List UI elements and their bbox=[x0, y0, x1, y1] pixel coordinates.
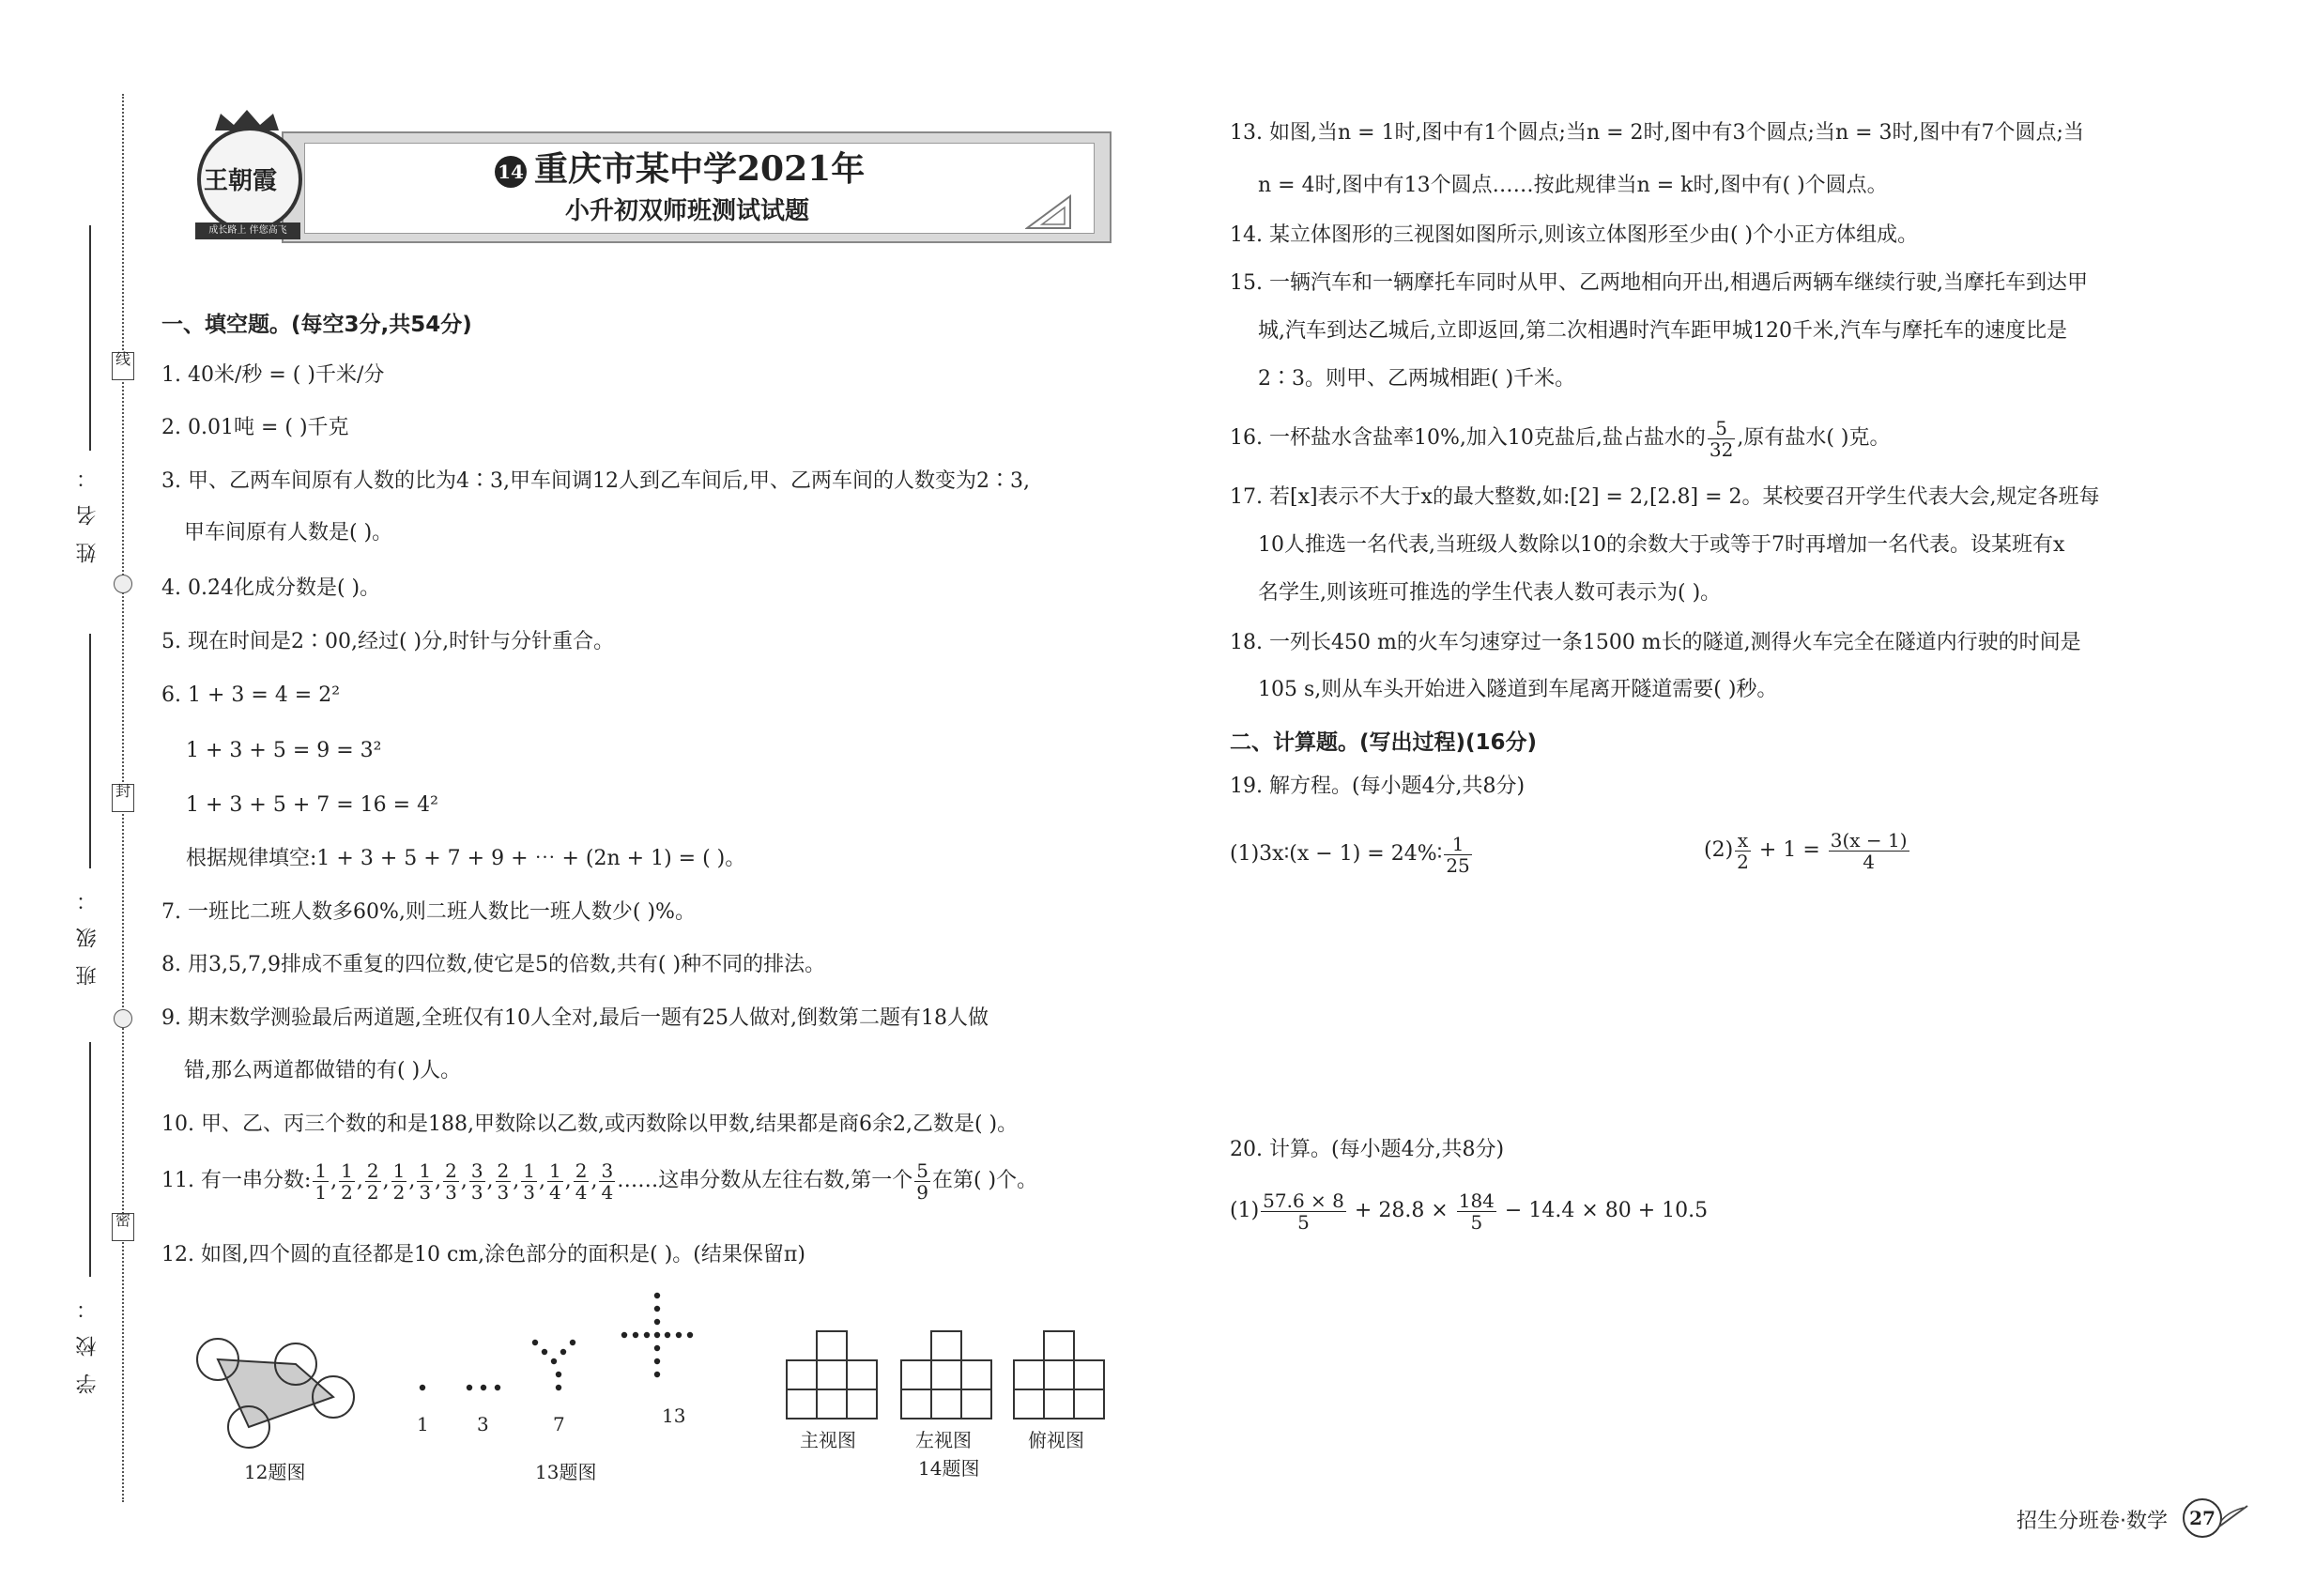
target-fraction: $\frac{5}{9}$ bbox=[916, 1159, 928, 1204]
question-17-line2: 10人推选一名代表,当班级人数除以10的余数大于或等于7时再增加一名代表。设某班有x bbox=[1258, 533, 2065, 557]
figure-13-label-1: 1 bbox=[417, 1413, 429, 1435]
salt-fraction: $\frac{5}{32}$ bbox=[1709, 416, 1734, 461]
question-4: 4. 0.2̇4̇化成分数是( )。 bbox=[161, 576, 381, 600]
pen-icon bbox=[2216, 1502, 2253, 1530]
question-10: 10. 甲、乙、丙三个数的和是188,甲数除以乙数,或丙数除以甲数,结果都是商6余2,乙数是( )。 bbox=[161, 1113, 1019, 1136]
question-9-line1: 9. 期末数学测验最后两道题,全班仅有10人全对,最后一题有25人做对,倒数第二题有18人做 bbox=[161, 1006, 989, 1030]
front-view-caption: 主视图 bbox=[800, 1429, 856, 1451]
question-19-2: (2) $\frac{x}{2}$ + 1 = $\frac{3(x - 1)}{4}$ bbox=[1704, 828, 1908, 873]
question-16: 16. 一杯盐水含盐率10%,加入10克盐后,盐占盐水的 $\frac{5}{32}$ ,原有盐水( )克。 bbox=[1230, 416, 1891, 461]
top-view bbox=[1014, 1331, 1104, 1419]
binding-hole-1 bbox=[114, 575, 132, 593]
question-6-line1: 6. 1 + 3 = 4 = 2² bbox=[161, 683, 341, 707]
question-11 bbox=[161, 1158, 1037, 1205]
page-number: 27 bbox=[2183, 1498, 2222, 1538]
question-6-line3: 1 + 3 + 5 + 7 = 16 = 4² bbox=[186, 793, 438, 817]
question-8: 8. 用3,5,7,9排成不重复的四位数,使它是5的倍数,共有( )种不同的排法。 bbox=[161, 953, 826, 976]
question-7: 7. 一班比二班人数多60%,则二班人数比一班人数少( )%。 bbox=[161, 900, 696, 924]
binding-hole-2 bbox=[114, 1009, 132, 1028]
figure-13-label-3: 3 bbox=[477, 1413, 489, 1435]
triangle-ruler-icon bbox=[1025, 194, 1072, 230]
question-11-suffix: 在第( )个。 bbox=[931, 1169, 1038, 1192]
section1-title: 一、填空题。(每空3分,共54分) bbox=[161, 313, 472, 337]
brand-logo bbox=[192, 108, 300, 244]
question-18-line2: 105 s,则从车头开始进入隧道到车尾离开隧道需要( )秒。 bbox=[1258, 678, 1778, 701]
header-banner bbox=[282, 131, 1112, 243]
q19-2-fraction-x: $\frac{x}{2}$ bbox=[1737, 828, 1749, 873]
header-number-badge: 14 bbox=[495, 156, 527, 188]
question-1: 1. 40米/秒 = ( )千米/分 bbox=[161, 363, 385, 387]
question-19-1: (1)3x∶(x − 1) = 24%∶ $\frac{1}{25}$ bbox=[1230, 832, 1470, 877]
question-9-line2: 错,那么两道都做错的有( )人。 bbox=[184, 1059, 462, 1082]
front-view bbox=[787, 1331, 877, 1419]
class-label: 班级： bbox=[76, 873, 100, 986]
q20-1-fraction-b: $\frac{184}{5}$ bbox=[1458, 1189, 1495, 1234]
header-title: 14 重庆市某中学2021年 bbox=[495, 143, 865, 191]
question-5: 5. 现在时间是2∶00,经过( )分,时针与分针重合。 bbox=[161, 630, 615, 653]
question-15-line3: 2∶3。则甲、乙两城相距( )千米。 bbox=[1258, 367, 1576, 391]
header-subtitle: 小升初双师班测试试题 bbox=[565, 197, 810, 225]
binding-char-feng: 封 bbox=[112, 784, 134, 812]
logo-motto: 成长路上 伴您高飞 bbox=[195, 223, 300, 239]
sequence-fraction: $\frac{2}{4}$ bbox=[575, 1159, 588, 1204]
q19-1-fraction: $\frac{1}{25}$ bbox=[1446, 832, 1470, 877]
question-18-line1: 18. 一列长450 m的火车匀速穿过一条1500 m长的隧道,测得火车完全在隧道内行驶的时间是 bbox=[1230, 631, 2081, 654]
name-underline bbox=[89, 225, 91, 451]
footer-text: 招生分班卷·数学 bbox=[2016, 1510, 2168, 1533]
question-19: 19. 解方程。(每小题4分,共8分) bbox=[1230, 775, 1526, 798]
question-3-line2: 甲车间原有人数是( )。 bbox=[184, 521, 393, 545]
question-2: 2. 0.01吨 = ( )千克 bbox=[161, 416, 349, 439]
sequence-fraction: $\frac{2}{2}$ bbox=[366, 1159, 379, 1204]
question-11-prefix: 11. 有一串分数: bbox=[161, 1169, 312, 1192]
sequence-fraction: $\frac{2}{3}$ bbox=[445, 1159, 457, 1204]
question-13-line1: 13. 如图,当n = 1时,图中有1个圆点;当n = 2时,图中有3个圆点;当n = 3时,图中有7个圆点;当 bbox=[1230, 121, 2084, 145]
school-label: 学校： bbox=[76, 1281, 100, 1394]
name-label: 姓名： bbox=[76, 451, 100, 563]
question-3-line1: 3. 甲、乙两车间原有人数的比为4∶3,甲车间调12人到乙车间后,甲、乙两车间的人数变为2∶3, bbox=[161, 469, 1030, 493]
sequence-fraction: $\frac{1}{4}$ bbox=[549, 1159, 561, 1204]
question-20-1: (1) $\frac{57.6 \times 8}{5}$ + 28.8 × $\frac{184}{5}$ − 14.4 × 80 + 10.5 bbox=[1230, 1189, 1709, 1234]
logo-name: 王朝霞 bbox=[204, 167, 278, 195]
sequence-fraction: $\frac{2}{3}$ bbox=[497, 1159, 510, 1204]
sequence-fraction: $\frac{1}{3}$ bbox=[523, 1159, 536, 1204]
figure-12 bbox=[188, 1333, 366, 1455]
top-view-caption: 俯视图 bbox=[1028, 1429, 1084, 1451]
section2-title: 二、计算题。(写出过程)(16分) bbox=[1230, 730, 1538, 755]
figure-13-caption: 13题图 bbox=[535, 1461, 597, 1483]
question-17-line1: 17. 若[x]表示不大于x的最大整数,如:[2] = 2,[2.8] = 2。某校要召开学生代表大会,规定各班每 bbox=[1230, 485, 2100, 509]
figure-13-label-13: 13 bbox=[662, 1404, 686, 1427]
sequence-fraction: $\frac{1}{2}$ bbox=[392, 1159, 406, 1204]
question-17-line3: 名学生,则该班可推选的学生代表人数可表示为( )。 bbox=[1258, 581, 1722, 605]
q19-2-fraction-rhs: $\frac{3(x - 1)}{4}$ bbox=[1830, 828, 1908, 873]
question-15-line2: 城,汽车到达乙城后,立即返回,第二次相遇时汽车距甲城120千米,汽车与摩托车的速度比是 bbox=[1258, 319, 2067, 343]
question-12: 12. 如图,四个圆的直径都是10 cm,涂色部分的面积是( )。(结果保留π) bbox=[161, 1243, 805, 1266]
question-15-line1: 15. 一辆汽车和一辆摩托车同时从甲、乙两地相向开出,相遇后两辆车继续行驶,当摩托车到达甲 bbox=[1230, 271, 2088, 295]
question-6-line4: 根据规律填空:1 + 3 + 5 + 7 + 9 + ⋯ + (2n + 1) = ( )。 bbox=[186, 847, 746, 870]
q20-1-fraction-a: $\frac{57.6 \times 8}{5}$ bbox=[1263, 1189, 1344, 1234]
figure-13 bbox=[404, 1286, 742, 1427]
question-13-line2: n = 4时,图中有13个圆点……按此规律当n = k时,图中有( )个圆点。 bbox=[1258, 174, 1888, 197]
sequence-fraction: $\frac{1}{3}$ bbox=[419, 1159, 432, 1204]
sequence-fraction: $\frac{3}{4}$ bbox=[601, 1159, 614, 1204]
figure-14 bbox=[784, 1324, 1112, 1422]
figure-12-caption: 12题图 bbox=[244, 1461, 306, 1483]
question-6-line2: 1 + 3 + 5 = 9 = 3² bbox=[186, 739, 382, 762]
binding-char-xian: 线 bbox=[112, 352, 134, 380]
left-view-caption: 左视图 bbox=[915, 1429, 972, 1451]
school-underline bbox=[89, 1042, 91, 1277]
question-11-middle: ……这串分数从左往右数,第一个 bbox=[617, 1169, 913, 1192]
figure-14-caption: 14题图 bbox=[918, 1457, 980, 1480]
sequence-fraction: $\frac{1}{1}$ bbox=[314, 1159, 328, 1204]
binding-char-mi: 密 bbox=[112, 1213, 134, 1241]
fraction-sequence: $\frac{1}{1}$ , $\frac{1}{2}$ , $\frac{2}{2}$ , $\frac{1}{2}$ , $\frac{1}{3}$ , $\frac{2}{3}$ , $\frac{3}{3}$ , $\frac{2}{3}$ , $\frac{1}{3}$ , $\frac{1}{4}$ , $\frac{2}{4}$ , $\frac{3}{4}$ bbox=[314, 1159, 614, 1204]
figure-13-label-7: 7 bbox=[553, 1413, 565, 1435]
sequence-fraction: $\frac{1}{2}$ bbox=[341, 1159, 353, 1204]
question-14: 14. 某立体图形的三视图如图所示,则该立体图形至少由( )个小正方体组成。 bbox=[1230, 223, 1919, 247]
left-view bbox=[901, 1331, 991, 1419]
class-underline bbox=[89, 634, 91, 868]
sequence-fraction: $\frac{3}{3}$ bbox=[470, 1159, 483, 1204]
question-20: 20. 计算。(每小题4分,共8分) bbox=[1230, 1138, 1505, 1161]
